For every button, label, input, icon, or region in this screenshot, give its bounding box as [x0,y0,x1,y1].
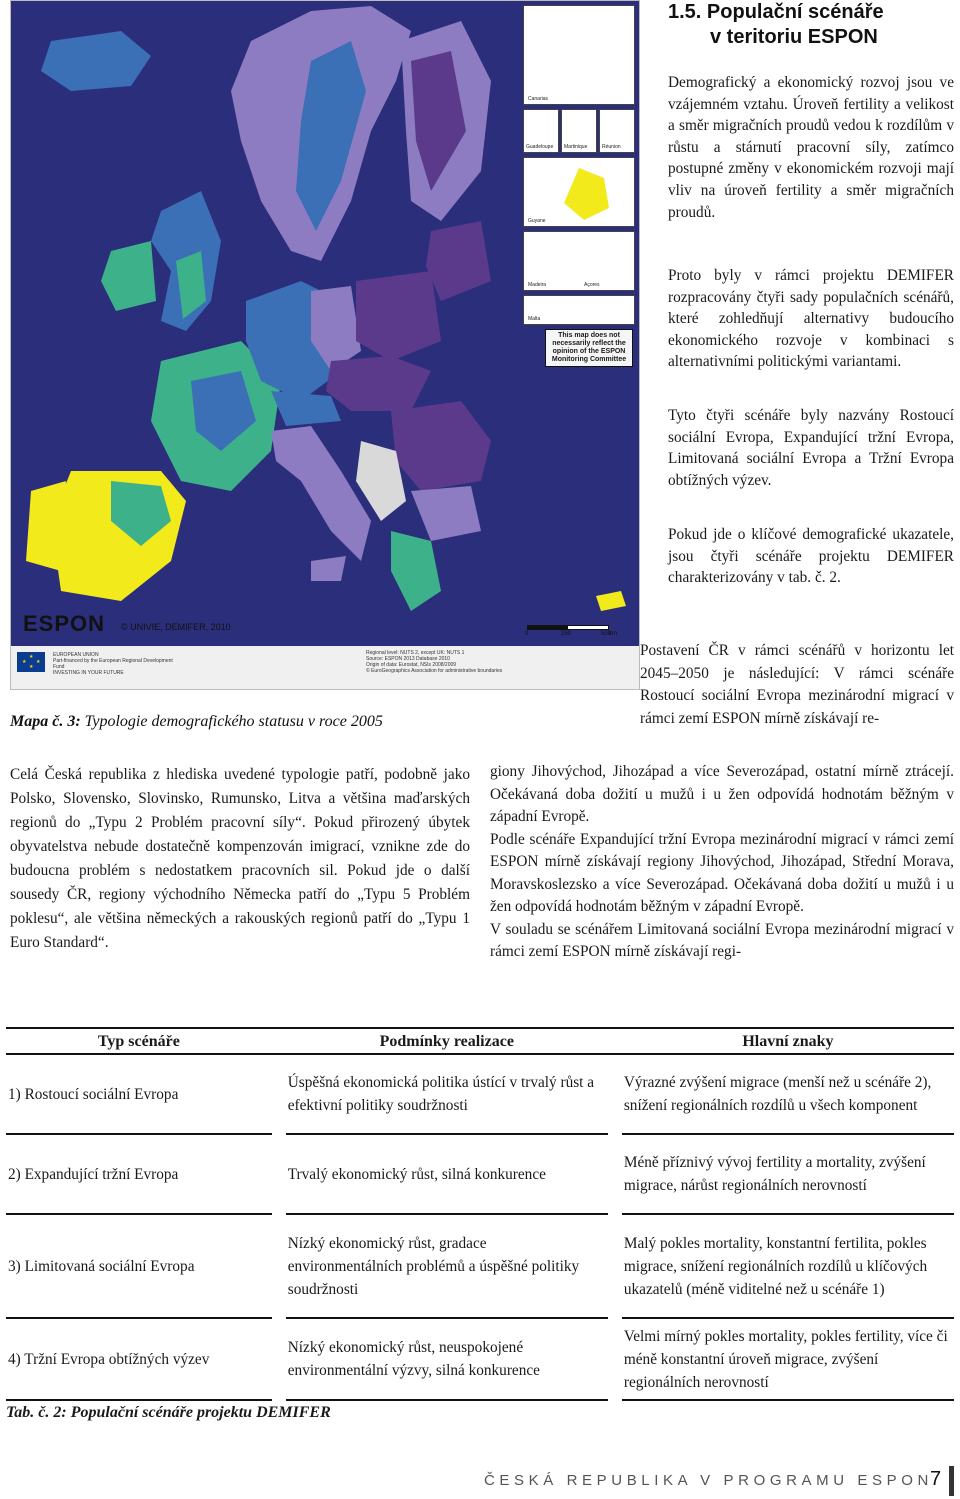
section-title-line1: Populační scénáře [706,1,884,23]
inset-label: Açores [584,282,600,288]
footer-label: ČESKÁ REPUBLIKA V PROGRAMU ESPON [484,1472,933,1489]
scenario-table [6,1027,954,1401]
inset-reunion [599,109,635,153]
table-cell-type: 3) Limitovaná sociální Evropa [6,1214,272,1318]
table-header: Hlavní znaky [622,1028,954,1054]
right-paragraph-2: Proto byly v rámci projektu DEMIFER rozpracovány čtyři sady populačních scénářů, které zohledňují alternativy budoucího ekonomického rozvoje v kombinaci s alternativními politickými variantami. [668,267,954,371]
map-footer [11,646,639,689]
table-cell-type: 1) Rostoucí sociální Evropa [6,1054,272,1134]
map-copyright: © UNIVIE, DEMIFER, 2010 [121,622,231,632]
paragraph: Podle scénáře Expandující tržní Evropa mezinárodní migrací v rámci zemí ESPON mírně získávají regiony Jihovýchod, Jihozápad, Střední Morava, Moravskoslezsko a více Severozápad. Očekávaná doba dožití u mužů i u žen odpovídá hodnotám běžným v západní Evropě. [490,830,954,915]
section-title-line2: v teritoriu ESPON [710,26,878,48]
inset-madeira-azores [523,231,635,291]
table-cell-features: Malý pokles mortality, konstantní fertilita, pokles migrace, snížení regionálních rozdílů u klíčových ukazatelů (méně viditelné než u scénáře 1) [622,1214,954,1318]
table-cell-conditions: Úspěšná ekonomická politika ústící v trvalý růst a efektivní politiky soudržnosti [286,1054,608,1134]
table-gap [608,1054,622,1134]
inset-guyane [523,157,635,227]
inset-canarias [523,5,635,105]
page-number: 7 [930,1468,942,1490]
table-row [6,1318,954,1400]
table-gap [272,1054,286,1134]
source-note: Regional level: NUTS 2, except UK: NUTS 1 Source: ESPON 2013 Database 2010 Origin of data: Eurostat, NSIs 2008/2009 © EuroGeographics Association for administrative boundaries [366,650,503,674]
inset-martinique [561,109,597,153]
map-caption-label: Mapa č. 3: [10,713,81,730]
table-gap [272,1134,286,1214]
paragraph: giony Jihovýchod, Jihozápad a více Severozápad, ostatní mírně ztrácejí. Očekávaná doba dožití u mužů i u žen odpovídá hodnotám běžným v západní Evropě. [490,763,954,825]
inset-label: Madeira [528,282,547,288]
section-heading [668,0,953,50]
table-cell-features: Výrazné zvýšení migrace (menší než u scénáře 2), snížení regionálních rozdílů u všech komponent [622,1054,954,1134]
funding-note: EUROPEAN UNION Part-financed by the European Regional Development Fund INVESTING IN YOUR FUTURE [53,652,173,676]
right-paragraph-1: Demografický a ekonomický rozvoj jsou ve vzájemném vztahu. Úroveň fertility a velikost a směr migračních proudů vedou k rozdílům v růstu a stárnutí pracovní síly, zatímco postupné změny v ekonomickém rozvoji mají vliv na úroveň fertility a směr migračních proudů. [668,74,954,221]
espon-logo: ESPON [23,611,106,636]
paragraph: V souladu se scénářem Limitovaná sociální Evropa mezinárodní migrací v rámci zemí ESPON mírně získávají regi- [490,920,954,960]
table-cell-conditions: Nízký ekonomický růst, gradace environmentálních problémů a úspěšné politiky soudržnosti [286,1214,608,1318]
scale-unit: km [609,631,617,637]
table-gap [272,1318,286,1400]
region-portugal [26,481,66,571]
inset-malta [523,295,635,325]
inset-label: Réunion [602,144,621,150]
table-header: Typ scénáře [6,1028,272,1054]
scale-label: 0 [525,631,529,637]
table-header-row [6,1028,954,1054]
table-gap [272,1028,286,1054]
table-cell-type: 4) Tržní Evropa obtížných výzev [6,1318,272,1400]
map-disclaimer: This map does not necessarily reflect the opinion of the ESPON Monitoring Committee [545,329,633,367]
table-header: Podmínky realizace [286,1028,608,1054]
table-caption: Tab. č. 2: Populační scénáře projektu DEMIFER [6,1404,331,1421]
table-cell-conditions: Trvalý ekonomický růst, silná konkurence [286,1134,608,1214]
scale-label: 500 [601,631,612,637]
table-row [6,1134,954,1214]
page-marker-bar [949,1466,954,1496]
table-cell-features: Velmi mírný pokles mortality, pokles fertility, více či méně konstantní úroveň migrace, zvýšení regionálních nerovností [622,1318,954,1400]
table-gap [608,1028,622,1054]
guyane-shape [524,158,634,226]
right-paragraph-4: Pokud jde o klíčové demografické ukazatele, jsou čtyři scénáře projektu DEMIFER charakterizovány v tab. č. 2. [668,526,954,587]
table-cell-features: Méně příznivý vývoj fertility a mortality, zvýšení migrace, nárůst regionálních nerovností [622,1134,954,1214]
scale-label: 250 [561,631,572,637]
scenario-position-paragraph: Postavení ČR v rámci scénářů v horizontu let 2045–2050 je následující: V rámci scénáře Rostoucí sociální Evropa mezinárodní migrací v rámci zemí ESPON mírně získávají re- [640,642,954,727]
scenario-position-continued [490,761,954,964]
table-gap [608,1134,622,1214]
table-cell-type: 2) Expandující tržní Evropa [6,1134,272,1214]
table-gap [608,1214,622,1318]
map-caption [10,713,383,731]
right-paragraph-3: Tyto čtyři scénáře byly nazvány Rostoucí sociální Evropa, Expandující tržní Evropa, Limitovaná sociální Evropa a Tržní Evropa obtížných výzev. [668,407,954,489]
table-gap [608,1318,622,1400]
inset-label: Martinique [564,144,588,150]
inset-label: Guadeloupe [526,144,554,150]
table-row [6,1054,954,1134]
inset-label: Malta [528,316,541,322]
map-caption-title: Typologie demografického statusu v roce 2005 [84,713,383,730]
table-cell-conditions: Nízký ekonomický růst, neuspokojené environmentální výzvy, silná konkurence [286,1318,608,1400]
inset-guadeloupe [523,109,559,153]
typology-paragraph: Celá Česká republika z hlediska uvedené typologie patří, podobně jako Polsko, Slovensko, Slovinsko, Rumunsko, Litva a většina maďarských regionů do „Typu 2 Problém pracovní síly“. Pokud přirozený úbytek obyvatelstva nebude dostatečně kompenzován imigrací, vznikne zde do budoucna problém s nedostatkem pracovních sil. Pokud jde o další sousedy ČR, regiony východního Německa patří do „Typu 5 Problém poklesu“, ale většina německých a rakouských regionů patří do „Typu 1 Euro Standard“. [10,766,470,951]
section-number: 1.5. [668,1,702,23]
europe-typology-map [11,1,639,646]
eu-flag-icon: ★ ★ ★ ★ [17,652,45,672]
table-row [6,1214,954,1318]
table-gap [272,1214,286,1318]
inset-label: Guyane [528,218,546,224]
inset-label: Canarias [528,96,549,102]
map-scale-bar [521,617,631,639]
scale-bar-graphic [527,625,609,630]
map-figure [10,0,640,690]
